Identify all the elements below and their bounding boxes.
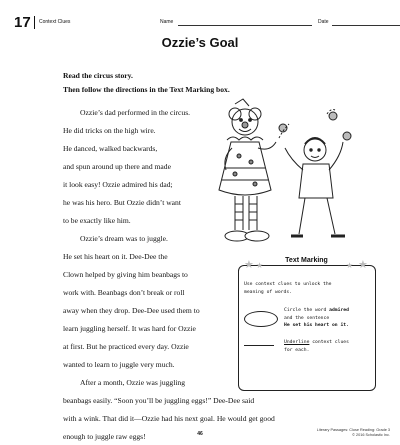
text-marking-item-underline: Underline context clues for each. xyxy=(284,340,349,353)
story-line: and spun around up there and made xyxy=(63,162,171,171)
text-marking-box xyxy=(238,257,375,389)
underline-mark-icon xyxy=(244,345,274,346)
story-line: work with. Beanbags don’t break or roll xyxy=(63,288,185,297)
text-marking-intro: Use context clues to unlock the meaning of words. xyxy=(244,282,332,295)
circle-mark-icon xyxy=(244,311,278,327)
story-line: he was his hero. But Ozzie didn’t want xyxy=(63,198,181,207)
star-icon: ★ xyxy=(244,259,254,271)
name-field[interactable] xyxy=(178,25,312,26)
date-label: Date xyxy=(318,19,329,25)
story-line: to be exactly like him. xyxy=(63,216,131,225)
footer-credit: Literary Passages: Close Reading: Grade 3 © 2016 Scholastic Inc. xyxy=(316,428,390,437)
directions-line-1: Read the circus story. xyxy=(63,71,133,80)
story-line: He did tricks on the high wire. xyxy=(63,126,156,135)
story-line: it look easy! Ozzie admired his dad; xyxy=(63,180,173,189)
page-header xyxy=(14,16,386,30)
star-icon: ★ xyxy=(346,261,354,270)
star-icon: ★ xyxy=(358,259,368,271)
skill-label: Context Clues xyxy=(39,19,71,25)
text-marking-item-circle: Circle the word admired and the sentence He set his heart on it. xyxy=(284,308,349,328)
star-icon: ★ xyxy=(256,261,264,270)
story-line: beanbags easily. “Soon you’ll be juggling eggs!” Dee-Dee said xyxy=(63,396,255,405)
story-line: enough to juggle raw eggs! xyxy=(63,432,146,441)
story-line: He set his heart on it. Dee-Dee the xyxy=(63,252,168,261)
text-marking-title: Text Marking xyxy=(238,257,375,264)
date-field[interactable] xyxy=(332,25,400,26)
story-line: Ozzie’s dream was to juggle. xyxy=(80,234,168,243)
story-line: After a month, Ozzie was juggling xyxy=(80,378,186,387)
story-line: with a wink. That did it—Ozzie had his next goal. He would get good xyxy=(63,414,275,423)
story-line: Clown helped by giving him beanbags to xyxy=(63,270,188,279)
story-line: wanted to learn to juggle very much. xyxy=(63,360,175,369)
page-number: 17 xyxy=(14,14,31,31)
directions-line-2: Then follow the directions in the Text Marking box. xyxy=(63,85,230,94)
header-divider xyxy=(34,16,35,29)
story-line: learn juggling herself. It was hard for Ozzie xyxy=(63,324,196,333)
page-title: Ozzie’s Goal xyxy=(161,35,239,50)
clown-and-boy-juggling-illustration xyxy=(205,98,355,250)
story-line: at first. But he practiced every day. Ozzie xyxy=(63,342,189,351)
story-line: away when they drop. Dee-Dee used them to xyxy=(63,306,200,315)
name-label: Name xyxy=(160,19,174,25)
story-line: He danced, walked backwards, xyxy=(63,144,158,153)
footer-page-number: 46 xyxy=(197,431,203,437)
story-line: Ozzie’s dad performed in the circus. xyxy=(80,108,191,117)
